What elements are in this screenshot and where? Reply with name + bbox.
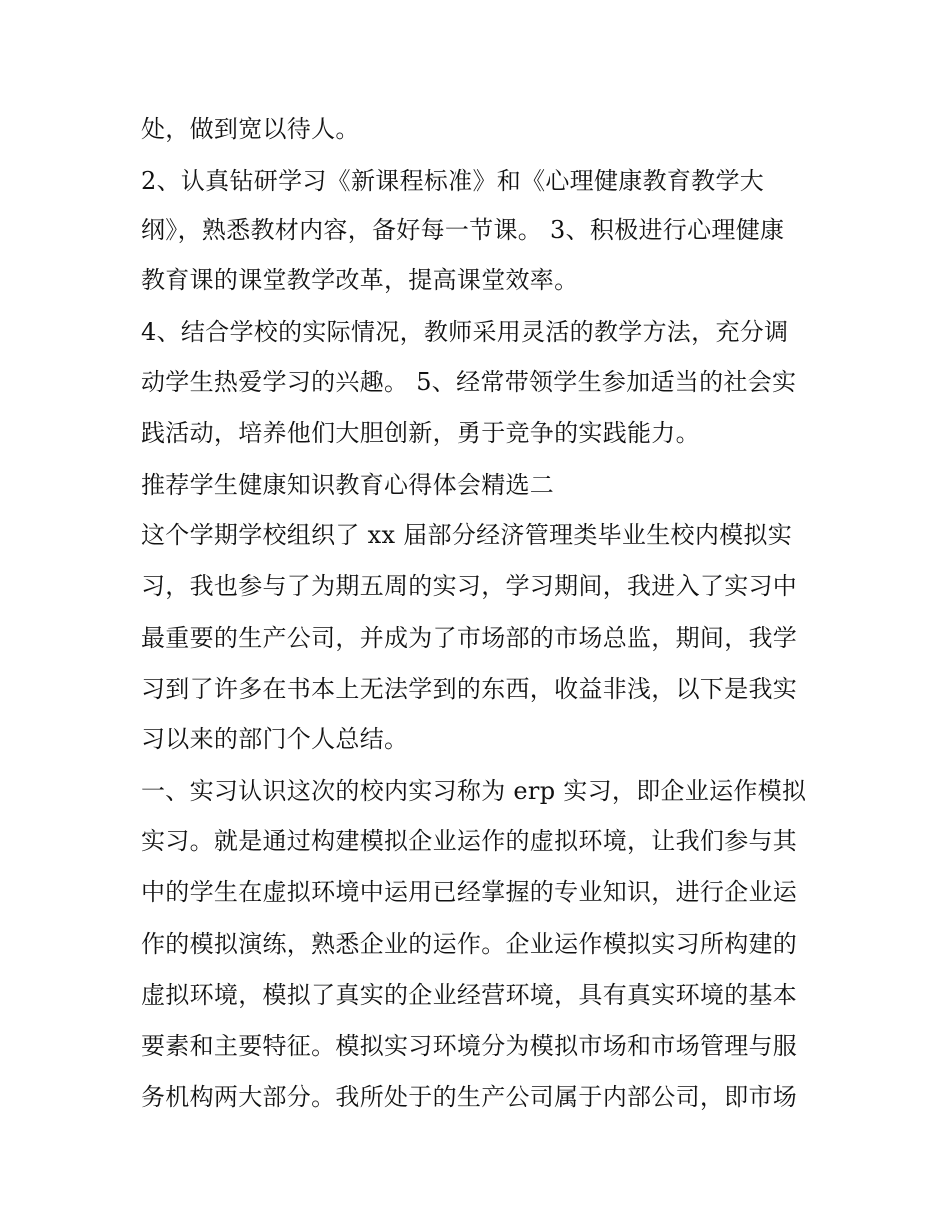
text-line: 这个学期学校组织了 xx 届部分经济管理类毕业生校内模拟实 (141, 521, 793, 549)
section-heading: 推荐学生健康知识教育心得体会精选二 (141, 471, 555, 499)
text-line: 践活动，培养他们大胆创新，勇于竞争的实践能力。 (141, 419, 700, 447)
text-line: 作的模拟演练，熟悉企业的运作。企业运作模拟实习所构建的 (141, 930, 798, 958)
text-line: 务机构两大部分。我所处于的生产公司属于内部公司，即市场 (141, 1083, 798, 1111)
text-line: 动学生热爱学习的兴趣。 5、经常带领学生参加适当的社会实 (141, 368, 797, 396)
text-line: 一、实习认识这次的校内实习称为 erp 实习，即企业运作模拟 (141, 777, 807, 805)
text-line: 纲》，熟悉教材内容，备好每一节课。 3、积极进行心理健康 (141, 216, 785, 244)
text-line: 中的学生在虚拟环境中运用已经掌握的专业知识，进行企业运 (141, 878, 798, 906)
text-line: 习到了许多在书本上无法学到的东西，收益非浅，以下是我实 (141, 675, 798, 703)
text-line: 实习。就是通过构建模拟企业运作的虚拟环境，让我们参与其 (141, 827, 798, 855)
text-line: 2、认真钻研学习《新课程标准》和《心理健康教育教学大 (141, 167, 765, 195)
text-line: 习以来的部门个人总结。 (141, 725, 409, 753)
text-line: 最重要的生产公司，并成为了市场部的市场总监，期间，我学 (141, 624, 798, 652)
text-line: 4、结合学校的实际情况，教师采用灵活的教学方法，充分调 (141, 318, 789, 346)
text-line: 虚拟环境，模拟了真实的企业经营环境，具有真实环境的基本 (141, 981, 798, 1009)
text-line: 要素和主要特征。模拟实习环境分为模拟市场和市场管理与服 (141, 1032, 798, 1060)
text-line: 习，我也参与了为期五周的实习，学习期间，我进入了实习中 (141, 572, 798, 600)
text-line: 处，做到宽以待人。 (141, 115, 360, 143)
text-line: 教育课的课堂教学改革，提高课堂效率。 (141, 266, 579, 294)
